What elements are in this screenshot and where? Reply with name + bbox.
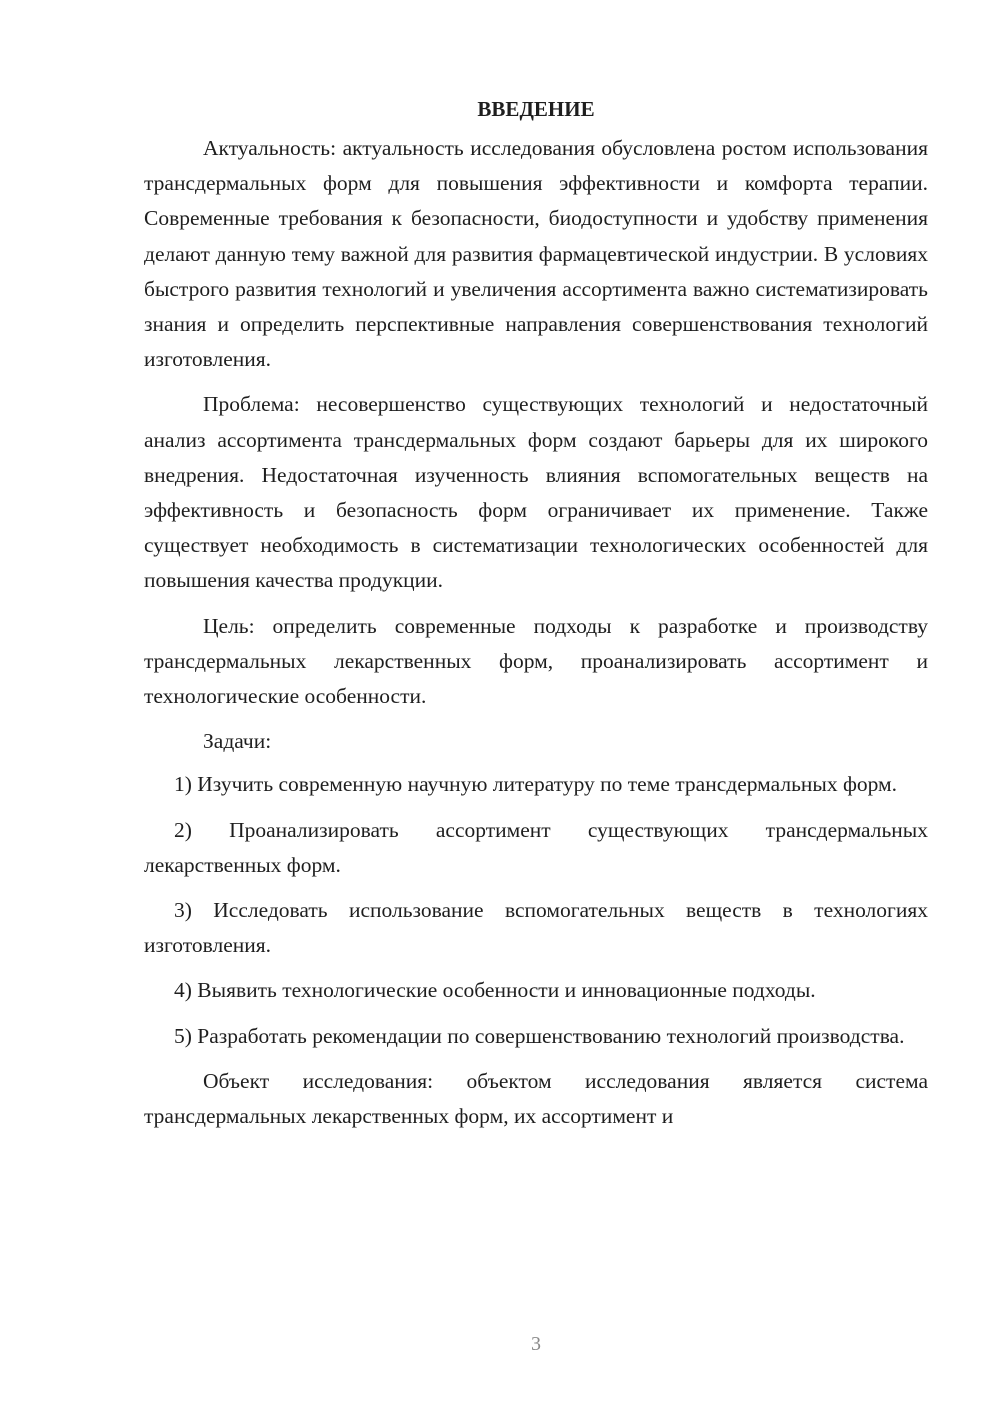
task-item: 1) Изучить современную научную литературу по теме трансдермальных форм. bbox=[174, 772, 898, 797]
goal-paragraph: Цель: определить современные подходы к разработке и производству трансдермальных лекарственных форм, проанализировать ассортимент и технологические особенности. bbox=[144, 613, 928, 709]
task-item: 3) Исследовать использование вспомогательных веществ в технологиях изготовления. bbox=[144, 898, 928, 958]
problem-paragraph: Проблема: несовершенство существующих технологий и недостаточный анализ ассортимента трансдермальных форм создают барьеры для их широкого внедрения. Недостаточная изученность влияния вспомогательных веществ на эффективность и безопасность форм ограничивает их применение. Также существует необходимость в систематизации технологических особенностей для повышения качества продукции. bbox=[144, 392, 928, 593]
task-item: 4) Выявить технологические особенности и инновационные подходы. bbox=[174, 978, 816, 1003]
tasks-heading: Задачи: bbox=[203, 729, 272, 754]
object-paragraph: Объект исследования: объектом исследования является система трансдермальных лекарственных форм, их ассортимент и bbox=[144, 1068, 928, 1129]
section-title: ВВЕДЕНИЕ bbox=[477, 97, 595, 121]
task-item: 5) Разработать рекомендации по совершенствованию технологий производства. bbox=[174, 1023, 905, 1048]
document-body bbox=[144, 92, 928, 1134]
page-number: 3 bbox=[531, 1333, 541, 1355]
task-item: 2) Проанализировать ассортимент существующих трансдермальных лекарственных форм. bbox=[144, 817, 928, 877]
relevance-paragraph: Актуальность: актуальность исследования обусловлена ростом использования трансдермальных форм для повышения эффективности и комфорта терапии. Современные требования к безопасности, биодоступности и удобству применения делают данную тему важной для развития фармацевтической индустрии. В условиях быстрого развития технологий и увеличения ассортимента важно систематизировать знания и определить перспективные направления совершенствования технологий изготовления. bbox=[144, 136, 928, 372]
